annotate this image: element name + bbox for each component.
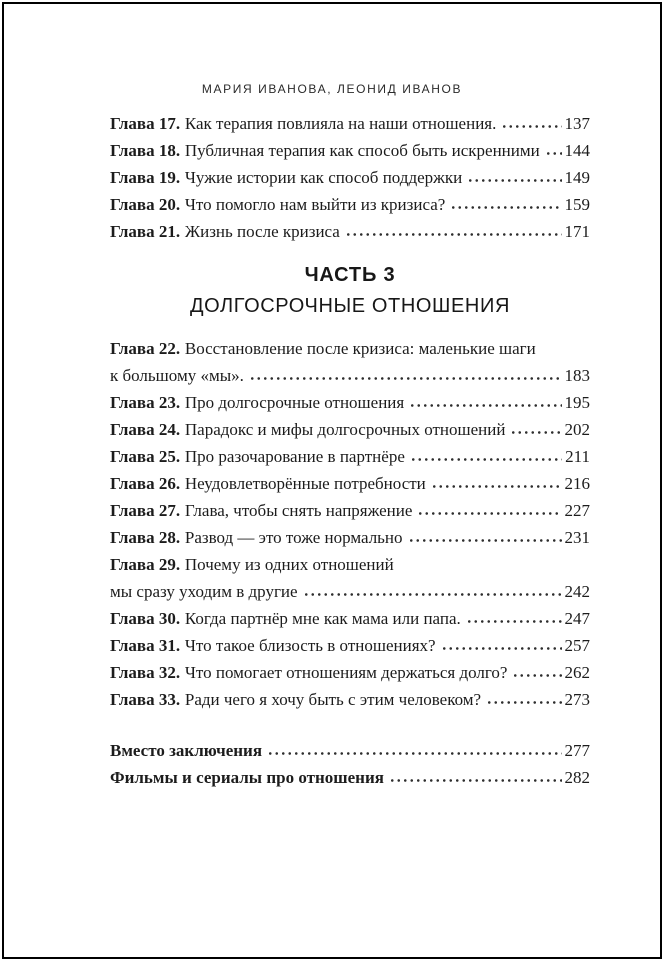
toc-entry-line: [110, 362, 590, 389]
toc-entry: [110, 191, 590, 218]
dot-leader: [389, 778, 562, 783]
toc-entry: [110, 218, 590, 245]
toc-entry-first-line: [110, 335, 590, 362]
toc-entry-line: [110, 605, 590, 632]
chapter-title: Глава, чтобы снять напряжение: [184, 501, 413, 520]
page-number: 282: [564, 768, 590, 787]
page-number: 171: [564, 222, 590, 241]
dot-leader: [450, 205, 561, 210]
page-number: 262: [564, 663, 590, 682]
page-number: 242: [564, 582, 590, 601]
chapter-title: Парадокс и мифы долгосрочных отношений: [184, 420, 506, 439]
chapter-label: Глава 33.: [110, 690, 181, 709]
dot-leader: [431, 484, 562, 489]
toc-entry: [110, 443, 590, 470]
page-number: 183: [564, 366, 590, 385]
toc-entry-line: [110, 632, 590, 659]
toc-entry: [110, 659, 590, 686]
page-number: 227: [564, 501, 590, 520]
toc-entry: [110, 164, 590, 191]
part-label: ЧАСТЬ 3: [304, 264, 396, 286]
page-number: 159: [564, 195, 590, 214]
toc-entry: [110, 335, 590, 389]
toc-entry: [110, 389, 590, 416]
chapter-label: Глава 29.: [110, 555, 181, 574]
chapter-label: Глава 25.: [110, 447, 181, 466]
dot-leader: [486, 700, 561, 705]
chapter-label: Глава 23.: [110, 393, 181, 412]
chapter-title: Чужие истории как способ поддержки: [184, 168, 463, 187]
toc-entry-line: [110, 137, 590, 164]
toc-entry: [110, 416, 590, 443]
toc-entry-line: [110, 578, 590, 605]
chapter-title: Что помогает отношениям держаться долго?: [184, 663, 508, 682]
dot-leader: [441, 646, 562, 651]
chapter-title: Как терапия повлияла на наши отношения.: [184, 114, 497, 133]
dot-leader: [249, 376, 562, 381]
toc-entry-line: [110, 218, 590, 245]
toc-entry: [110, 524, 590, 551]
chapter-label: Глава 19.: [110, 168, 181, 187]
toc-entry-line: [110, 737, 590, 764]
chapter-title: Что помогло нам выйти из кризиса?: [184, 195, 446, 214]
chapter-label: Глава 26.: [110, 474, 181, 493]
toc-entry-line: [110, 470, 590, 497]
chapter-title: Развод — это тоже нормально: [184, 528, 403, 547]
toc-entry-line: [110, 443, 590, 470]
dot-leader: [409, 403, 561, 408]
chapter-title: Про долгосрочные отношения: [184, 393, 405, 412]
page-number: 149: [564, 168, 590, 187]
chapter-label: Глава 27.: [110, 501, 181, 520]
chapter-title: Ради чего я хочу быть с этим человеком?: [184, 690, 482, 709]
dot-leader: [267, 751, 561, 756]
page-number: 211: [565, 447, 590, 466]
toc-entry: [110, 686, 590, 713]
dot-leader: [303, 592, 562, 597]
chapter-title: Про разочарование в партнёре: [184, 447, 405, 466]
table-of-contents: [110, 110, 590, 791]
toc-entry-line: [110, 764, 590, 791]
toc-list-part3: [110, 335, 590, 713]
toc-list-footer: [110, 737, 590, 791]
chapter-title: Фильмы и сериалы про отношения: [110, 768, 384, 787]
toc-entry-first-line: [110, 551, 590, 578]
toc-entry: [110, 737, 590, 764]
chapter-label: Глава 18.: [110, 141, 181, 160]
chapter-label: Глава 20.: [110, 195, 181, 214]
dot-leader: [501, 124, 561, 129]
toc-entry-line: [110, 416, 590, 443]
toc-entry: [110, 137, 590, 164]
part-heading: [110, 263, 590, 319]
chapter-label: Глава 28.: [110, 528, 181, 547]
toc-entry: [110, 632, 590, 659]
dot-leader: [467, 178, 561, 183]
page-number: 216: [564, 474, 590, 493]
toc-entry-line: [110, 110, 590, 137]
page-number: 195: [564, 393, 590, 412]
chapter-label: Глава 31.: [110, 636, 181, 655]
page-number: 257: [564, 636, 590, 655]
dot-leader: [545, 151, 562, 156]
chapter-label: Глава 22.: [110, 339, 181, 358]
chapter-label: Глава 32.: [110, 663, 181, 682]
toc-list-top: [110, 110, 590, 245]
chapter-title: Публичная терапия как способ быть искренними: [184, 141, 540, 160]
chapter-title: Неудовлетворённые потребности: [184, 474, 426, 493]
page-number: 137: [564, 114, 590, 133]
toc-entry-line: [110, 524, 590, 551]
toc-entry-line: [110, 497, 590, 524]
running-header: МАРИЯ ИВАНОВА, ЛЕОНИД ИВАНОВ: [201, 82, 463, 96]
dot-leader: [466, 619, 562, 624]
toc-entry-line: [110, 659, 590, 686]
chapter-title: мы сразу уходим в другие: [110, 582, 298, 601]
dot-leader: [410, 457, 562, 462]
chapter-label: Глава 21.: [110, 222, 181, 241]
chapter-label: Глава 17.: [110, 114, 181, 133]
toc-entry: [110, 551, 590, 605]
part-title: ДОЛГОСРОЧНЫЕ ОТНОШЕНИЯ: [189, 295, 510, 317]
chapter-title: Вместо заключения: [110, 741, 263, 760]
page-number: 144: [564, 141, 590, 160]
page-number: 247: [564, 609, 590, 628]
toc-entry-line: [110, 191, 590, 218]
toc-entry: [110, 470, 590, 497]
dot-leader: [408, 538, 562, 543]
dot-leader: [345, 232, 562, 237]
chapter-title: Что такое близость в отношениях?: [184, 636, 436, 655]
toc-entry: [110, 110, 590, 137]
page-number: 231: [564, 528, 590, 547]
book-page: [2, 2, 662, 959]
toc-entry: [110, 764, 590, 791]
chapter-title: Когда партнёр мне как мама или папа.: [184, 609, 461, 628]
toc-entry: [110, 497, 590, 524]
toc-entry-line: [110, 389, 590, 416]
chapter-title: Жизнь после кризиса: [184, 222, 340, 241]
page-number: 202: [564, 420, 590, 439]
chapter-label: Глава 30.: [110, 609, 181, 628]
chapter-title-first-line: Восстановление после кризиса: маленькие шаги: [184, 339, 536, 358]
dot-leader: [510, 430, 561, 435]
chapter-title-first-line: Почему из одних отношений: [184, 555, 394, 574]
chapter-title: к большому «мы».: [110, 366, 244, 385]
dot-leader: [417, 511, 561, 516]
page-number: 273: [564, 690, 590, 709]
dot-leader: [512, 673, 561, 678]
toc-entry-line: [110, 164, 590, 191]
chapter-label: Глава 24.: [110, 420, 181, 439]
toc-entry-line: [110, 686, 590, 713]
page-number: 277: [564, 741, 590, 760]
toc-entry: [110, 605, 590, 632]
